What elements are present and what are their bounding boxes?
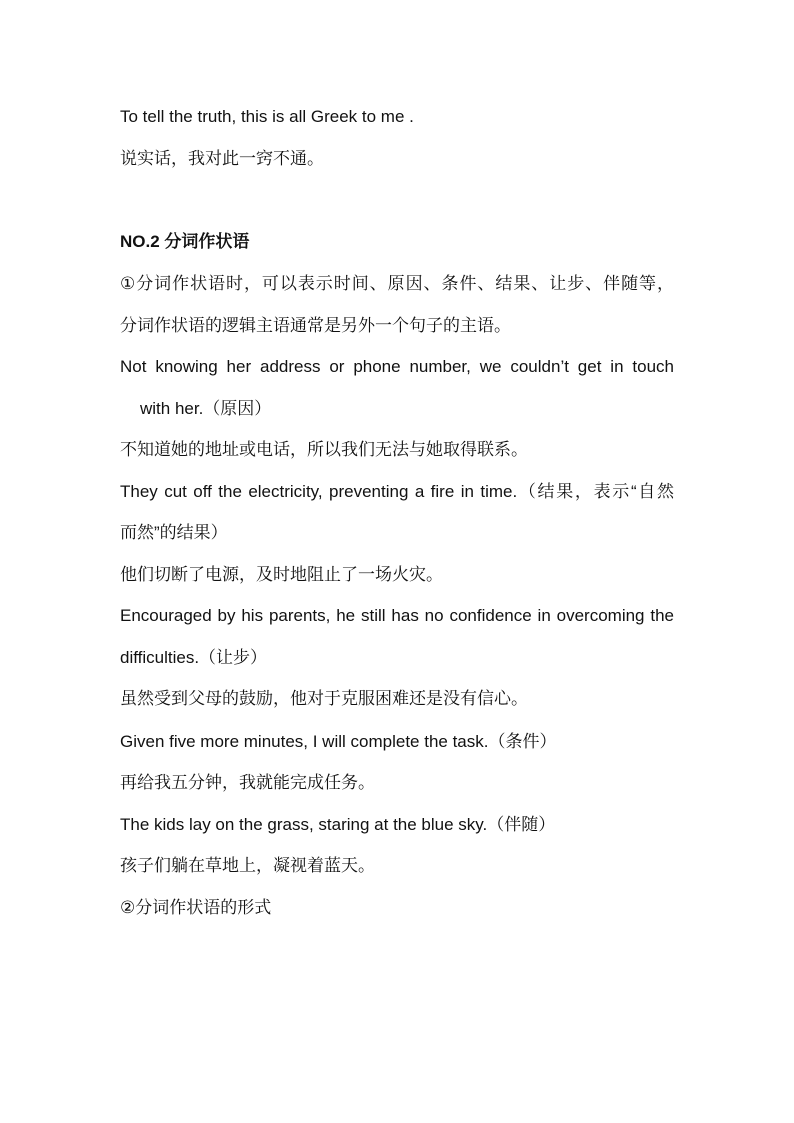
example-condition-english: Given five more minutes, I will complete the task.（条件） bbox=[120, 732, 557, 751]
rule-paragraph-line-1: ①分词作状语时，可以表示时间、原因、条件、结果、让步、伴随等， bbox=[120, 274, 674, 293]
example-accompaniment-chinese: 孩子们躺在草地上，凝视着蓝天。 bbox=[120, 856, 375, 875]
example-result-english-line-2: 而然”的结果） bbox=[120, 523, 228, 542]
example-result-chinese: 他们切断了电源，及时地阻止了一场火灾。 bbox=[120, 565, 443, 584]
example-reason-chinese: 不知道她的地址或电话，所以我们无法与她取得联系。 bbox=[120, 440, 528, 459]
example-concession-english-line-2: difficulties.（让步） bbox=[120, 648, 268, 667]
example-sentence-chinese: 说实话，我对此一窍不通。 bbox=[120, 149, 324, 168]
section-heading: NO.2 分词作状语 bbox=[120, 232, 250, 251]
example-reason-english-line-2: with her.（原因） bbox=[140, 399, 272, 418]
example-concession-chinese: 虽然受到父母的鼓励，他对于克服困难还是没有信心。 bbox=[120, 689, 528, 708]
rule-paragraph-line-2: 分词作状语的逻辑主语通常是另外一个句子的主语。 bbox=[120, 316, 511, 335]
example-concession-english-line-1: Encouraged by his parents, he still has no confidence in overcoming the bbox=[120, 606, 674, 625]
subsection-heading: ②分词作状语的形式 bbox=[120, 898, 272, 917]
example-accompaniment-english: The kids lay on the grass, staring at the blue sky.（伴随） bbox=[120, 815, 556, 834]
example-result-english-line-1: They cut off the electricity, preventing a fire in time.（结果，表示“自然 bbox=[120, 482, 674, 501]
example-reason-english-line-1: Not knowing her address or phone number, we couldn’t get in touch bbox=[120, 357, 674, 376]
example-sentence-english: To tell the truth, this is all Greek to me . bbox=[120, 107, 414, 126]
example-condition-chinese: 再给我五分钟，我就能完成任务。 bbox=[120, 773, 375, 792]
